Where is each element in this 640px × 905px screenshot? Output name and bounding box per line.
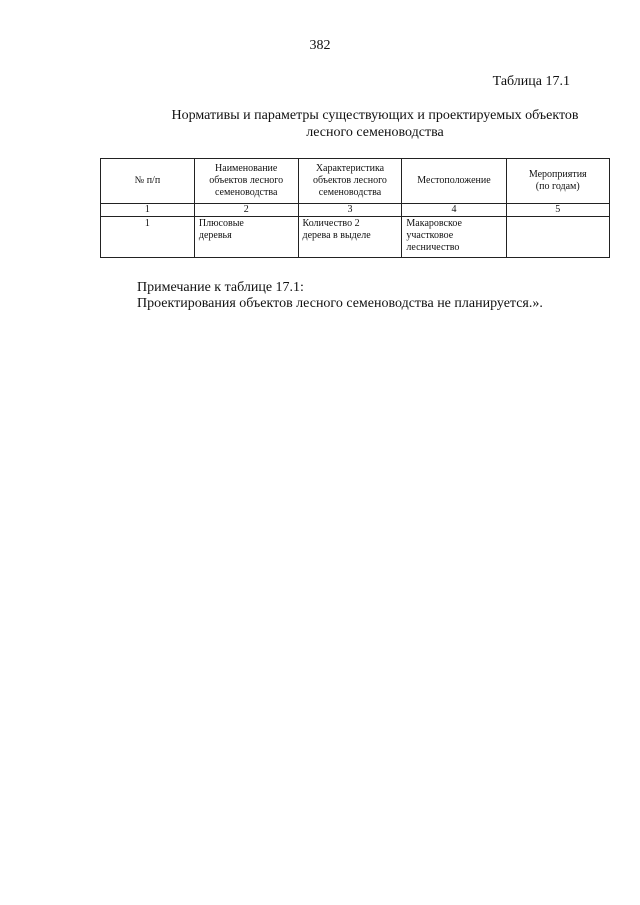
column-number: 4 xyxy=(402,204,506,217)
table-title-line: лесного семеноводства xyxy=(306,125,444,140)
header-line: (по годам) xyxy=(535,181,580,192)
cell-characteristic xyxy=(298,217,402,258)
header-line: объектов лесного xyxy=(209,175,284,186)
note-title: Примечание к таблице 17.1: xyxy=(137,280,304,295)
table-title xyxy=(110,107,640,141)
column-number: 1 xyxy=(101,204,195,217)
cell-location xyxy=(402,217,506,258)
header-line: Местоположение xyxy=(417,175,491,186)
cell-line: лесничество xyxy=(406,242,460,253)
column-number: 5 xyxy=(506,204,610,217)
table-label: Таблица 17.1 xyxy=(492,74,570,89)
cell-line: участковое xyxy=(406,230,454,241)
cell-number xyxy=(101,217,195,258)
header-line: семеноводства xyxy=(214,187,278,198)
cell-line: 1 xyxy=(144,218,150,229)
header-object-name xyxy=(194,159,298,204)
header-line: Наименование xyxy=(215,163,278,174)
header-measures xyxy=(506,159,610,204)
page-number: 382 xyxy=(309,38,331,53)
cell-object-name xyxy=(194,217,298,258)
cell-line: Количество 2 xyxy=(302,218,360,229)
column-number: 2 xyxy=(194,204,298,217)
seed-objects-table xyxy=(100,158,610,258)
cell-line: Макаровское xyxy=(406,218,462,229)
header-characteristic xyxy=(298,159,402,204)
column-number: 3 xyxy=(298,204,402,217)
table-row xyxy=(101,217,610,258)
table-header-row xyxy=(101,159,610,204)
cell-line: дерева в выделе xyxy=(302,230,371,241)
cell-line: деревья xyxy=(198,230,232,241)
cell-line: Плюсовые xyxy=(198,218,244,229)
note-text: Проектирования объектов лесного семеноводства не планируется.». xyxy=(137,296,543,311)
header-line: семеноводства xyxy=(318,187,382,198)
header-number xyxy=(101,159,195,204)
header-line: Мероприятия xyxy=(528,169,587,180)
header-line: объектов лесного xyxy=(312,175,387,186)
table-title-line: Нормативы и параметры существующих и проектируемых объектов xyxy=(171,108,579,123)
cell-measures xyxy=(506,217,610,258)
header-line: № п/п xyxy=(134,175,161,186)
column-number-row xyxy=(101,204,610,217)
header-line: Характеристика xyxy=(315,163,385,174)
header-location xyxy=(402,159,506,204)
